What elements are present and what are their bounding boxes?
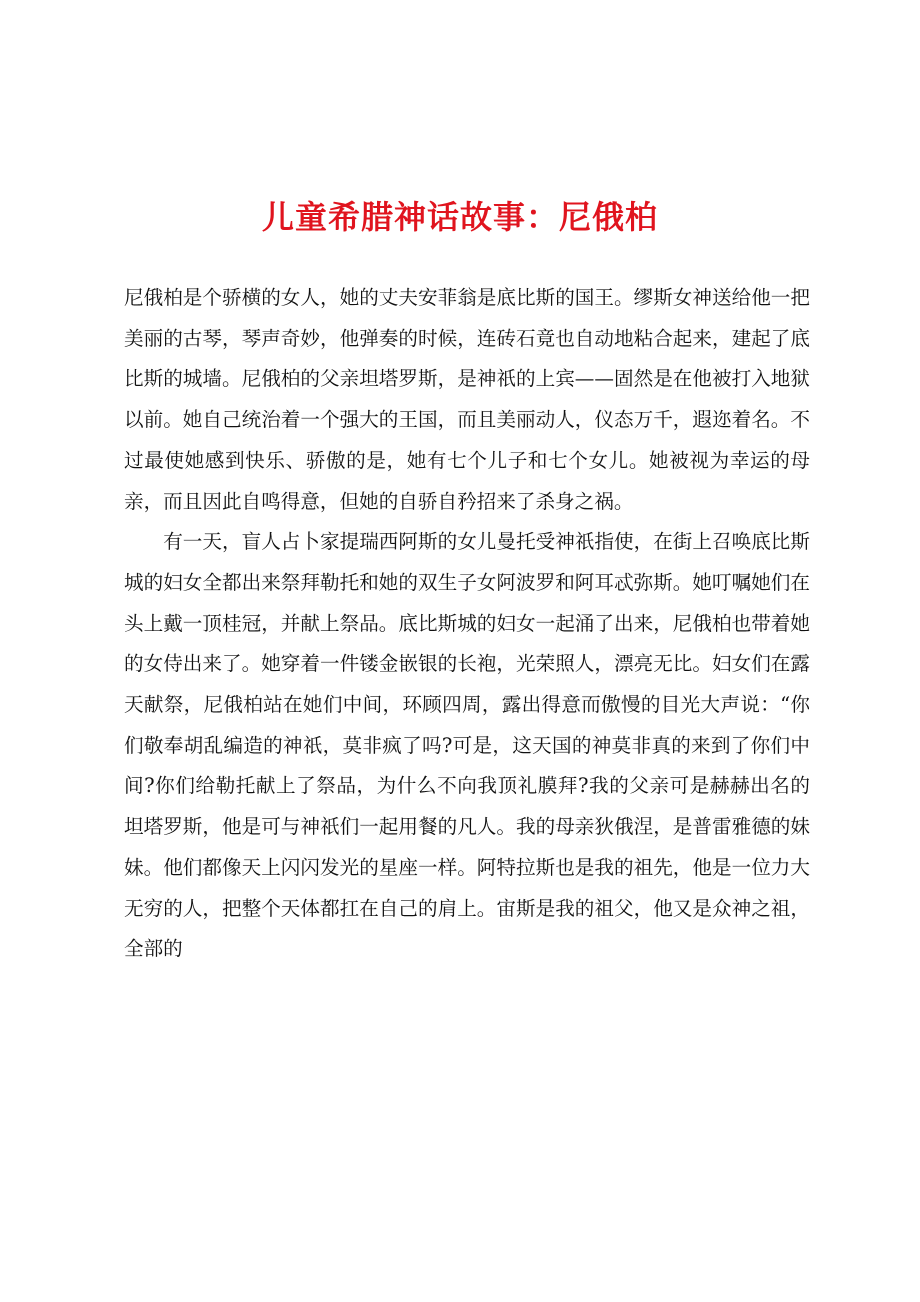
paragraph-2: 有一天，盲人占卜家提瑞西阿斯的女儿曼托受神祇指使，在街上召唤底比斯城的妇女全都出来祭拜勒托和她的双生子女阿波罗和阿耳忒弥斯。她叮嘱她们在头上戴一顶桂冠，并献上祭品。底比斯城的妇女一起涌了出来，尼俄柏也带着她的女侍出来了。她穿着一件镂金嵌银的长袍，光荣照人，漂亮无比。妇女们在露天献祭，尼俄柏站在她们中间，环顾四周，露出得意而傲慢的目光大声说：“你们敬奉胡乱编造的神祇，莫非疯了吗?可是，这天国的神莫非真的来到了你们中间?你们给勒托献上了祭品，为什么不向我顶礼膜拜?我的父亲可是赫赫出名的坦塔罗斯，他是可与神祇们一起用餐的凡人。我的母亲狄俄涅，是普雷雅德的妹妹。他们都像天上闪闪发光的星座一样。阿特拉斯也是我的祖先，他是一位力大无穷的人，把整个天体都扛在自己的肩上。宙斯是我的祖父，他又是众神之祖，全部的 xyxy=(124,530,810,961)
article-body xyxy=(124,278,810,970)
page-title: 儿童希腊神话故事：尼俄柏 xyxy=(261,198,658,236)
paragraph-1: 尼俄柏是个骄横的女人，她的丈夫安菲翁是底比斯的国王。缪斯女神送给他一把美丽的古琴，琴声奇妙，他弹奏的时候，连砖石竟也自动地粘合起来，建起了底比斯的城墙。尼俄柏的父亲坦塔罗斯，是神祇的上宾——固然是在他被打入地狱以前。她自己统治着一个强大的王国，而且美丽动人，仪态万千，遐迩着名。不过最使她感到快乐、骄傲的是，她有七个儿子和七个女儿。她被视为幸运的母亲，而且因此自鸣得意，但她的自骄自矜招来了杀身之祸。 xyxy=(124,286,810,513)
